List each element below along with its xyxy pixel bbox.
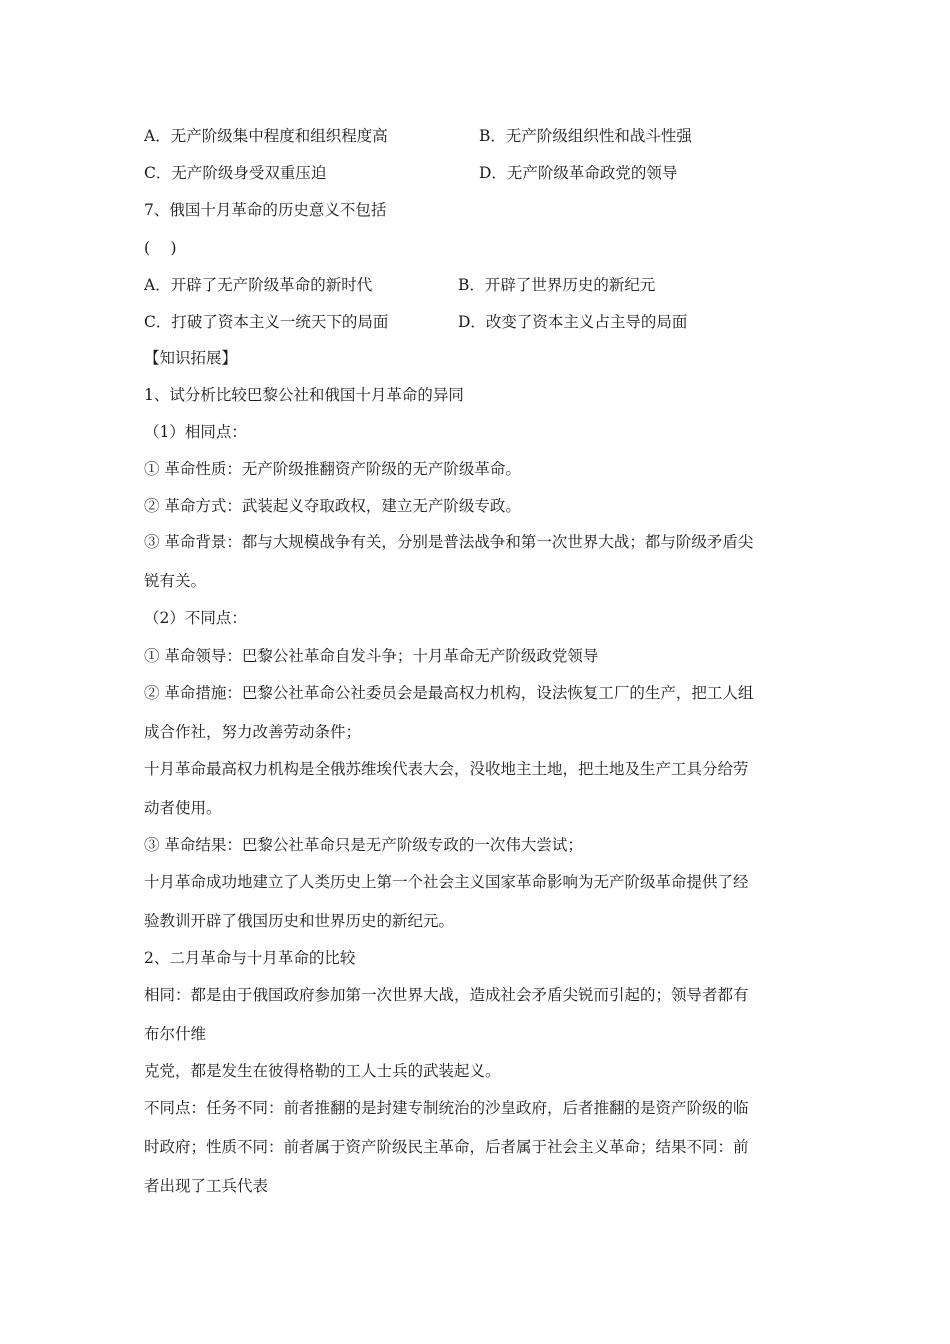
compare-same-line3: 克党，都是发生在彼得格勒的工人士兵的武装起义。 <box>144 1062 501 1080</box>
compare-same-line2: 布尔什维 <box>144 1025 207 1043</box>
q6-option-a: A．无产阶级集中程度和组织程度高 <box>144 127 388 145</box>
diff-point-2-line3: 十月革命最高权力机构是全俄苏维埃代表大会，没收地主土地，把土地及生产工具分给劳 <box>144 760 749 778</box>
same-point-3-line1: ③ 革命背景：都与大规模战争有关，分别是普法战争和第一次世界大战；都与阶级矛盾尖 <box>144 533 754 551</box>
same-point-2: ② 革命方式：武装起义夺取政权，建立无产阶级专政。 <box>144 497 521 515</box>
diff-point-3-line1: ③ 革命结果：巴黎公社革命只是无产阶级专政的一次伟大尝试； <box>144 836 583 854</box>
same-point-3-line2: 锐有关。 <box>144 572 207 590</box>
diff-point-3-line2: 十月革命成功地建立了人类历史上第一个社会主义国家革命影响为无产阶级革命提供了经 <box>144 873 749 891</box>
q6-option-c: C．无产阶级身受双重压迫 <box>144 164 327 182</box>
compare-diff-line1: 不同点：任务不同：前者推翻的是封建专制统治的沙皇政府，后者推翻的是资产阶级的临 <box>144 1099 749 1117</box>
same-point-1: ① 革命性质：无产阶级推翻资产阶级的无产阶级革命。 <box>144 460 521 478</box>
section-heading: 【知识拓展】 <box>144 349 238 367</box>
compare-diff-line2: 时政府；性质不同：前者属于资产阶级民主革命，后者属于社会主义革命；结果不同：前 <box>144 1138 749 1156</box>
diff-point-2-line4: 动者使用。 <box>144 799 222 817</box>
diff-point-2-line2: 成合作社，努力改善劳动条件； <box>144 723 362 741</box>
q7-option-b: B．开辟了世界历史的新纪元 <box>458 276 656 294</box>
q7-option-d: D．改变了资本主义占主导的局面 <box>458 313 688 331</box>
same-heading: （1）相同点： <box>144 423 247 441</box>
q7-stem: 7、俄国十月革命的历史意义不包括 <box>144 201 387 219</box>
q7-option-c: C．打破了资本主义一统天下的局面 <box>144 313 389 331</box>
q6-option-b: B．无产阶级组织性和战斗性强 <box>479 127 692 145</box>
q6-option-d: D．无产阶级革命政党的领导 <box>479 164 678 182</box>
compare-diff-line3: 者出现了工兵代表 <box>144 1177 269 1195</box>
compare-same-line1: 相同：都是由于俄国政府参加第一次世界大战，造成社会矛盾尖锐而引起的；领导者都有 <box>144 986 749 1004</box>
q7-answer-blank: ( ) <box>144 239 177 257</box>
diff-point-2-line1: ② 革命措施：巴黎公社革命公社委员会是最高权力机构，设法恢复工厂的生产，把工人组 <box>144 684 754 702</box>
item2-title: 2、二月革命与十月革命的比较 <box>144 949 356 967</box>
q7-option-a: A．开辟了无产阶级革命的新时代 <box>144 276 373 294</box>
diff-point-1: ① 革命领导：巴黎公社革命自发斗争；十月革命无产阶级政党领导 <box>144 647 599 665</box>
diff-heading: （2）不同点： <box>144 609 247 627</box>
diff-point-3-line3: 验教训开辟了俄国历史和世界历史的新纪元。 <box>144 912 455 930</box>
item1-title: 1、试分析比较巴黎公社和俄国十月革命的异同 <box>144 386 464 404</box>
